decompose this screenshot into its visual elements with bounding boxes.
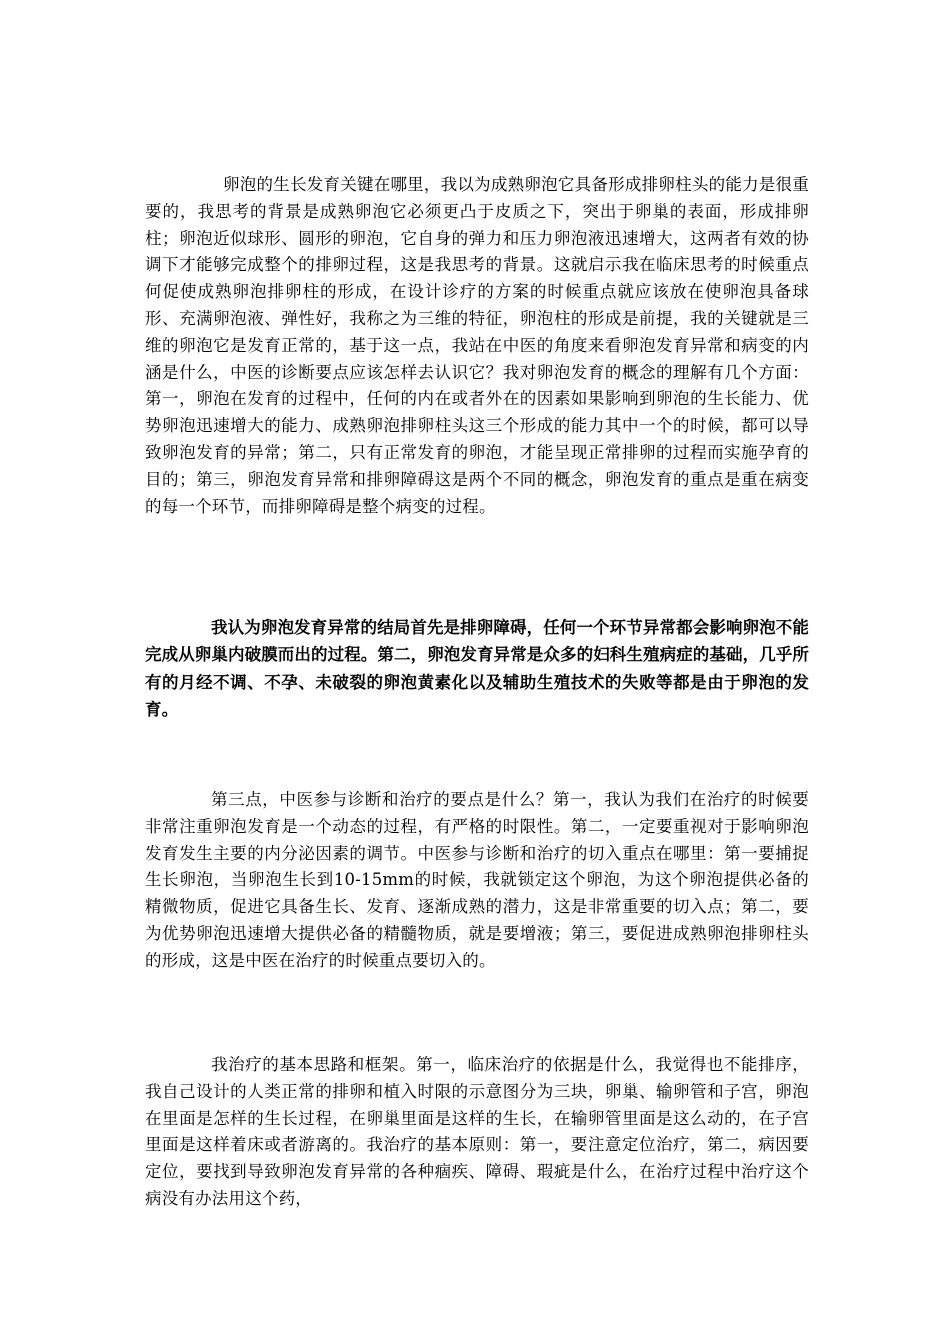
- paragraph-treatment-framework: 我治疗的基本思路和框架。第一，临床治疗的依据是什么，我觉得也不能排序，我自己设计的人类正常的排卵和植入时限的示意图分为三块，卵巢、输卵管和子宫，卵泡在里面是怎样的生长过程，在卵巢里面是这样的生长，在输卵管里面是这么动的，在子宫里面是这样着床或者游离的。我治疗的基本原则：第一，要注意定位治疗，第二，病因要定位，要找到导致卵泡发育异常的各种痼疾、障碍、瑕疵是什么，在治疗过程中治疗这个病没有办法用这个药，: [145, 1055, 809, 1208]
- paragraph-follicle-development: 卵泡的生长发育关键在哪里，我以为成熟卵泡它具备形成排卵柱头的能力是很重要的，我思考的背景是成熟卵泡它必须更凸于皮质之下，突出于卵巢的表面，形成排卵柱；卵泡近似球形、圆形的卵泡，它自身的弹力和压力卵泡液迅速增大，这两者有效的协调下才能够完成整个的排卵过程，这是我思考的背景。这就启示我在临床思考的时候重点何促使成熟卵泡排卵柱的形成，在设计诊疗的方案的时候重点就应该放在使卵泡具备球形、充满卵泡液、弹性好，我称之为三维的特征，卵泡柱的形成是前提，我的关键就是三维的卵泡它是发育正常的，基于这一点，我站在中医的角度来看卵泡发育异常和病变的内涵是什么，中医的诊断要点应该怎样去认识它？我对卵泡发育的概念的理解有几个方面：第一，卵泡在发育的过程中，任何的内在或者外在的因素如果影响到卵泡的生长能力、优势卵泡迅速增大的能力、成熟卵泡排卵柱头这三个形成的能力其中一个的时候，都可以导致卵泡发育的异常；第二，只有正常发育的卵泡，才能呈现正常排卵的过程而实施孕育的目的；第三，卵泡发育异常和排卵障碍这是两个不同的概念，卵泡发育的重点是重在病变的每一个环节，而排卵障碍是整个病变的过程。: [145, 175, 809, 516]
- paragraph-bold-ovulation-disorder: 我认为卵泡发育异常的结局首先是排卵障碍，任何一个环节异常都会影响卵泡不能完成从卵巢内破膜而出的过程。第二，卵泡发育异常是众多的妇科生殖病症的基础，几乎所有的月经不调、不孕、未破裂的卵泡黄素化以及辅助生殖技术的失败等都是由于卵泡的发育。: [145, 618, 809, 719]
- paragraph-tcm-diagnosis-points: 第三点，中医参与诊断和治疗的要点是什么？第一，我认为我们在治疗的时候要非常注重卵泡发育是一个动态的过程，有严格的时限性。第二，一定要重视对于影响卵泡发育发生主要的内分泌因素的调节。中医参与诊断和治疗的切入重点在哪里：第一要捕捉生长卵泡，当卵泡生长到10-15mm的时候，我就锁定这个卵泡，为这个卵泡提供必备的精微物质，促进它具备生长、发育、逐渐成熟的潜力，这是非常重要的切入点；第二，要为优势卵泡迅速增大提供必备的精髓物质，就是要增液；第三，要促进成熟卵泡排卵柱头的形成，这是中医在治疗的时候重点要切入的。: [145, 790, 809, 970]
